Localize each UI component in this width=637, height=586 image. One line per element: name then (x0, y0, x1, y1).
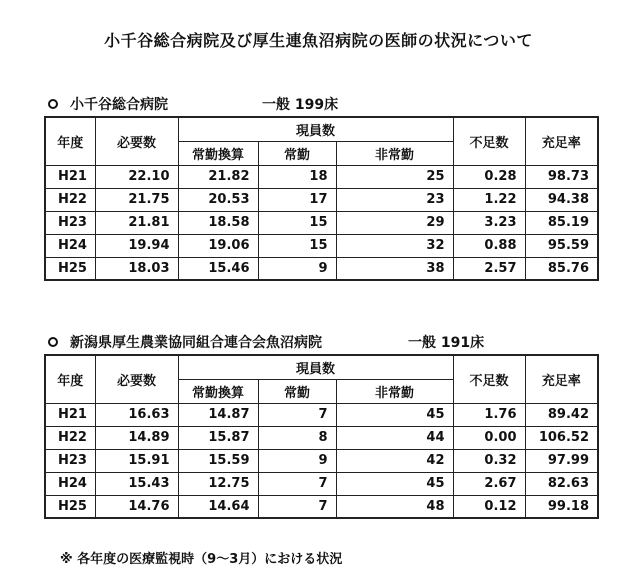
cell-fte: 20.53 (178, 188, 258, 211)
header-current: 現員数 (178, 117, 453, 141)
cell-shortage: 0.00 (453, 426, 525, 449)
header-fte: 常勤換算 (178, 379, 258, 403)
cell-fulltime: 17 (258, 188, 336, 211)
cell-fulltime: 18 (258, 165, 336, 188)
header-fulltime: 常勤 (258, 379, 336, 403)
cell-fulltime: 8 (258, 426, 336, 449)
cell-rate: 89.42 (525, 403, 598, 426)
cell-parttime: 25 (336, 165, 453, 188)
circle-icon (48, 337, 58, 347)
cell-year: H24 (45, 472, 95, 495)
cell-rate: 95.59 (525, 234, 598, 257)
cell-year: H23 (45, 449, 95, 472)
cell-fte: 12.75 (178, 472, 258, 495)
table-row (45, 495, 598, 518)
cell-required: 15.43 (95, 472, 178, 495)
cell-required: 22.10 (95, 165, 178, 188)
cell-parttime: 38 (336, 257, 453, 280)
table-row (45, 211, 598, 234)
header-parttime: 非常勤 (336, 379, 453, 403)
cell-fte: 15.46 (178, 257, 258, 280)
cell-parttime: 44 (336, 426, 453, 449)
cell-rate: 98.73 (525, 165, 598, 188)
cell-required: 14.89 (95, 426, 178, 449)
cell-year: H25 (45, 257, 95, 280)
table-row (45, 426, 598, 449)
table-row (45, 472, 598, 495)
cell-rate: 97.99 (525, 449, 598, 472)
header-fulltime: 常勤 (258, 141, 336, 165)
cell-year: H23 (45, 211, 95, 234)
header-parttime: 非常勤 (336, 141, 453, 165)
section-2-heading (48, 332, 322, 352)
cell-shortage: 2.57 (453, 257, 525, 280)
header-required: 必要数 (95, 355, 178, 403)
table-row (45, 449, 598, 472)
cell-rate: 82.63 (525, 472, 598, 495)
cell-rate: 85.19 (525, 211, 598, 234)
header-fte: 常勤換算 (178, 141, 258, 165)
table-row (45, 234, 598, 257)
cell-year: H22 (45, 426, 95, 449)
cell-fulltime: 15 (258, 234, 336, 257)
section-1-heading (48, 94, 168, 114)
bed-count: 一般 191床 (408, 335, 485, 351)
cell-fte: 18.58 (178, 211, 258, 234)
cell-shortage: 0.88 (453, 234, 525, 257)
cell-required: 21.81 (95, 211, 178, 234)
circle-icon (48, 99, 58, 109)
cell-fte: 14.64 (178, 495, 258, 518)
hospital-name: 新潟県厚生農業協同組合連合会魚沼病院 (70, 335, 322, 351)
footnote: ※ 各年度の医療監視時（9～3月）における状況 (60, 552, 343, 567)
cell-required: 19.94 (95, 234, 178, 257)
cell-parttime: 23 (336, 188, 453, 211)
table-row (45, 403, 598, 426)
cell-required: 18.03 (95, 257, 178, 280)
cell-shortage: 0.28 (453, 165, 525, 188)
header-shortage: 不足数 (453, 355, 525, 403)
cell-fte: 15.59 (178, 449, 258, 472)
hospital-name: 小千谷総合病院 (70, 97, 168, 113)
staff-table-2 (44, 354, 599, 519)
cell-fulltime: 15 (258, 211, 336, 234)
cell-shortage: 0.12 (453, 495, 525, 518)
bed-count: 一般 199床 (262, 97, 339, 113)
header-shortage: 不足数 (453, 117, 525, 165)
cell-rate: 99.18 (525, 495, 598, 518)
cell-parttime: 42 (336, 449, 453, 472)
cell-rate: 94.38 (525, 188, 598, 211)
cell-shortage: 1.22 (453, 188, 525, 211)
table-row (45, 165, 598, 188)
cell-parttime: 48 (336, 495, 453, 518)
cell-parttime: 45 (336, 403, 453, 426)
cell-required: 15.91 (95, 449, 178, 472)
table-row (45, 257, 598, 280)
cell-year: H22 (45, 188, 95, 211)
header-year: 年度 (45, 355, 95, 403)
header-required: 必要数 (95, 117, 178, 165)
cell-fte: 15.87 (178, 426, 258, 449)
cell-required: 21.75 (95, 188, 178, 211)
cell-rate: 85.76 (525, 257, 598, 280)
document-title: 小千谷総合病院及び厚生連魚沼病院の医師の状況について (104, 31, 533, 50)
cell-shortage: 3.23 (453, 211, 525, 234)
cell-fulltime: 7 (258, 495, 336, 518)
cell-fulltime: 9 (258, 257, 336, 280)
cell-required: 14.76 (95, 495, 178, 518)
cell-year: H21 (45, 165, 95, 188)
cell-fulltime: 7 (258, 403, 336, 426)
cell-fulltime: 9 (258, 449, 336, 472)
header-rate: 充足率 (525, 355, 598, 403)
cell-fte: 19.06 (178, 234, 258, 257)
header-rate: 充足率 (525, 117, 598, 165)
cell-shortage: 1.76 (453, 403, 525, 426)
cell-parttime: 29 (336, 211, 453, 234)
cell-fte: 14.87 (178, 403, 258, 426)
cell-year: H21 (45, 403, 95, 426)
cell-parttime: 45 (336, 472, 453, 495)
staff-table-1 (44, 116, 599, 281)
header-year: 年度 (45, 117, 95, 165)
cell-rate: 106.52 (525, 426, 598, 449)
cell-parttime: 32 (336, 234, 453, 257)
cell-shortage: 2.67 (453, 472, 525, 495)
cell-fulltime: 7 (258, 472, 336, 495)
cell-shortage: 0.32 (453, 449, 525, 472)
cell-year: H24 (45, 234, 95, 257)
table-row (45, 188, 598, 211)
header-current: 現員数 (178, 355, 453, 379)
cell-required: 16.63 (95, 403, 178, 426)
cell-year: H25 (45, 495, 95, 518)
cell-fte: 21.82 (178, 165, 258, 188)
